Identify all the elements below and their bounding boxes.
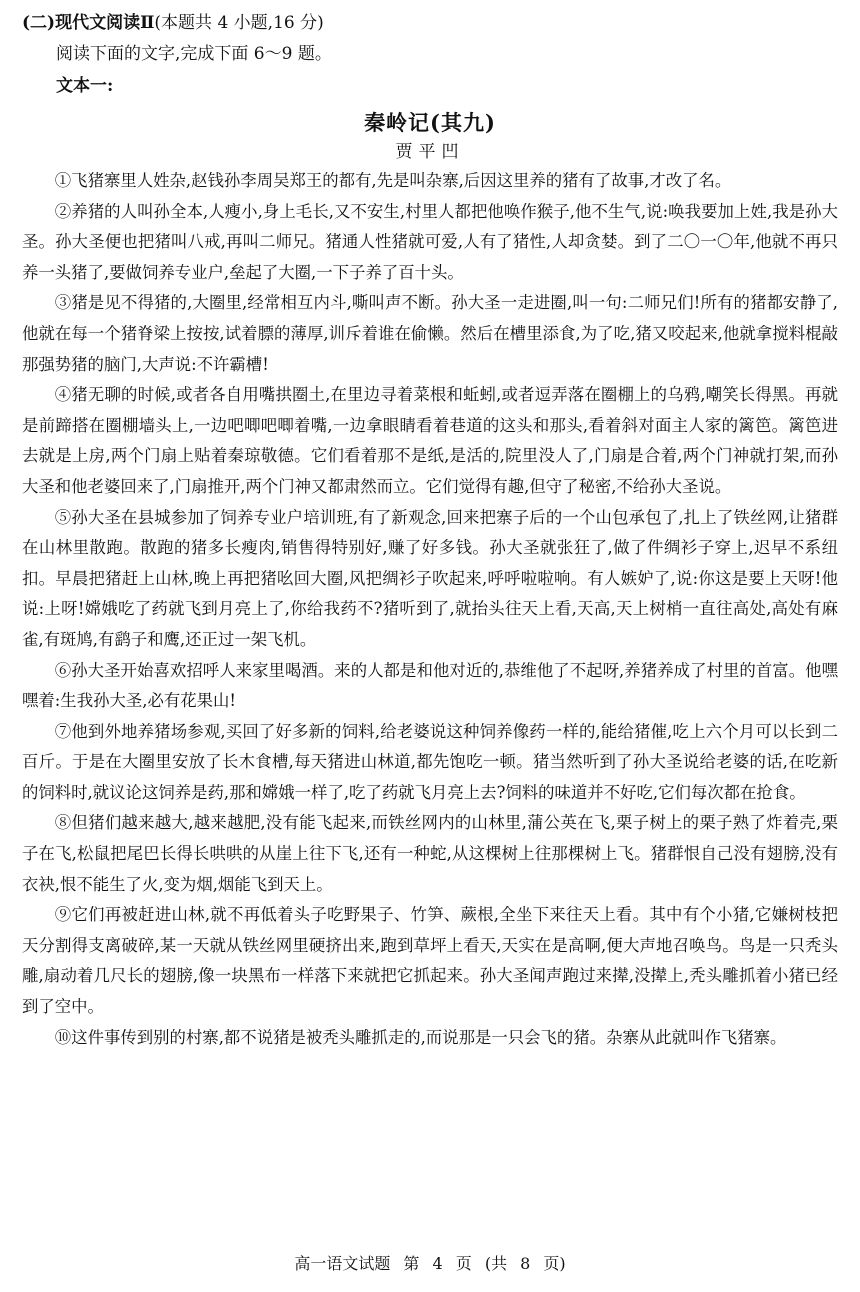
section-heading-bold: (二)现代文阅读Ⅱ: [22, 13, 155, 33]
text-one-label: 文本一:: [56, 76, 114, 96]
section-heading: [22, 10, 838, 36]
section-heading-score: (本题共 4 小题,16 分): [154, 13, 324, 33]
paragraph-3: ③猪是见不得猪的,大圈里,经常相互内斗,嘶叫声不断。孙大圣一走进圈,叫一句:二师兄们!所有的猪都安静了,他就在每一个猪脊梁上按按,试着膘的薄厚,训斥着谁在偷懒。然后在槽里添食,为了吃,猪又咬起来,他就拿搅料棍敲那强势猪的脑门,大声说:不许霸槽!: [22, 293, 838, 374]
article-author: 贾平凹: [395, 142, 465, 162]
paragraph-7: ⑦他到外地养猪场参观,买回了好多新的饲料,给老婆说这种饲养像药一样的,能给猪催,吃上六个月可以长到二百斤。于是在大圈里安放了长木食槽,每天猪进山林道,都先饱吃一顿。猪当然听到了孙大圣说给老婆的话,在吃新的饲料时,就议论这饲养是药,那和嫦娥一样了,吃了药就飞月亮上去?饲料的味道并不好吃,它们每次都在抢食。: [22, 721, 838, 802]
paragraph-4: ④猪无聊的时候,或者各自用嘴拱圈土,在里边寻着菜根和蚯蚓,或者逗弄落在圈棚上的乌鸦,嘲笑长得黑。再就是前蹄搭在圈棚墙头上,一边吧唧吧唧着嘴,一边拿眼睛看着巷道的这头和那头,看着斜对面主人家的篱笆。篱笆进去就是上房,两个门扇上贴着秦琼敬德。它们看着那不是纸,是活的,院里没人了,门扇是合着,两个门神就打架,而孙大圣和他老婆回来了,门扇推开,两个门神又都肃然而立。它们觉得有趣,但守了秘密,不给孙大圣说。: [22, 385, 838, 496]
paragraph-5: ⑤孙大圣在县城参加了饲养专业户培训班,有了新观念,回来把寨子后的一个山包承包了,扎上了铁丝网,让猪群在山林里散跑。散跑的猪多长瘦肉,销售得特别好,赚了好多钱。孙大圣就张狂了,做了件绸衫子穿上,迟早不系纽扣。早晨把猪赶上山林,晚上再把猪吆回大圈,风把绸衫子吹起来,呼呼啦啦响。有人嫉妒了,说:你这是要上天呀!他说:上呀!嫦娥吃了药就飞到月亮上了,你给我药不?猪听到了,就抬头往天上看,天高,天上树梢一直往高处,高处有麻雀,有斑鸠,有鹞子和鹰,还正过一架飞机。: [22, 507, 838, 649]
reading-instruction: 阅读下面的文字,完成下面 6～9 题。: [56, 44, 332, 64]
paragraph-6: ⑥孙大圣开始喜欢招呼人来家里喝酒。来的人都是和他对近的,恭维他了不起呀,养猪养成了村里的首富。他嘿嘿着:生我孙大圣,必有花果山!: [22, 660, 838, 711]
page-footer: 高一语文试题 第 4 页 (共 8 页): [294, 1254, 566, 1273]
paragraph-1: ①飞猪寨里人姓杂,赵钱孙李周吴郑王的都有,先是叫杂寨,后因这里养的猪有了故事,才改了名。: [54, 171, 732, 190]
paragraph-9: ⑨它们再被赶进山林,就不再低着头子吃野果子、竹笋、蕨根,全坐下来往天上看。其中有个小猪,它嫌树枝把天分割得支离破碎,某一天就从铁丝网里硬挤出来,跑到草坪上看天,天实在是高啊,便大声地召唤鸟。鸟是一只秃头雕,扇动着几尺长的翅膀,像一块黑布一样落下来就把它抓起来。孙大圣闻声跑过来撵,没撵上,秃头雕抓着小猪已经到了空中。: [22, 905, 838, 1017]
paragraph-8: ⑧但猪们越来越大,越来越肥,没有能飞起来,而铁丝网内的山林里,蒲公英在飞,栗子树上的栗子熟了炸着壳,栗子在飞,松鼠把尾巴长得长哄哄的从崖上往下飞,还有一种蛇,从这棵树上往那棵树上飞。猪群恨自己没有翅膀,没有衣袂,恨不能生了火,变为烟,烟能飞到天上。: [22, 813, 838, 894]
paragraph-10: ⑩这件事传到别的村寨,都不说猪是被秃头雕抓走的,而说那是一只会飞的猪。杂寨从此就叫作飞猪寨。: [54, 1027, 787, 1047]
paragraph-2: ②养猪的人叫孙全本,人瘦小,身上毛长,又不安生,村里人都把他唤作猴子,他不生气,说:唤我要加上姓,我是孙大圣。孙大圣便也把猪叫八戒,再叫二师兄。猪通人性猪就可爱,人有了猪性,人却贪婪。到了二〇一〇年,他就不再只养一头猪了,要做饲养专业户,垒起了大圈,一下子养了百十头。: [22, 201, 838, 282]
article-title: 秦岭记(其九): [364, 110, 496, 135]
article-body: [22, 166, 838, 1053]
